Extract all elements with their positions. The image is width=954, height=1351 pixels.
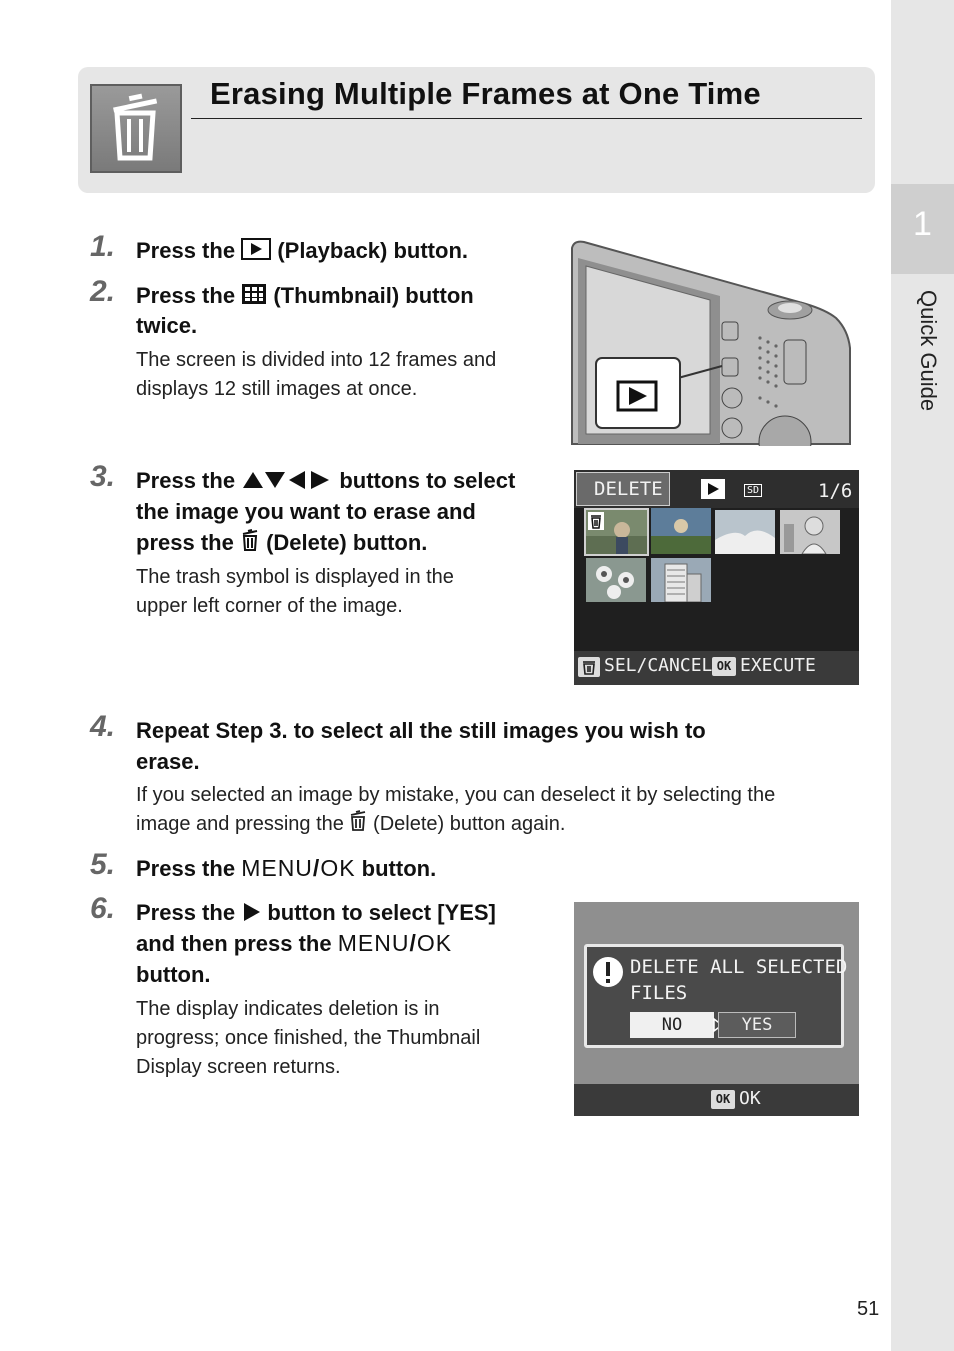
step-3-title-line2: the image you want to erase and <box>136 499 476 524</box>
step-number-5: 5. <box>90 848 116 881</box>
step-number-2: 2. <box>90 275 116 308</box>
page-number: 51 <box>857 1298 880 1320</box>
confirm-screen <box>574 902 859 1116</box>
arrow-buttons-icon <box>241 470 333 490</box>
menu-ok-button-label: MENU/OK <box>337 930 453 956</box>
step-number-3: 3. <box>90 460 116 493</box>
ok-key-icon: OK <box>711 1090 735 1109</box>
trash-icon <box>90 84 182 173</box>
thumbnail[interactable] <box>586 558 646 602</box>
step-2-title-line2: twice. <box>136 313 198 338</box>
step-6-title: Press the button to select [YES] <box>136 900 496 925</box>
thumbnail[interactable] <box>651 558 711 602</box>
playback-icon <box>700 478 726 500</box>
thumbnail-icon <box>241 283 267 305</box>
right-arrow-icon <box>241 902 261 922</box>
step-6-body-1: The display indicates deletion is in <box>136 998 440 1020</box>
page-title: Erasing Multiple Frames at One Time <box>210 76 761 111</box>
confirm-message-line2: FILES <box>630 982 688 1004</box>
step-3-body-1: The trash symbol is displayed in the <box>136 566 454 588</box>
step-6-title-line3: button. <box>136 962 211 987</box>
step-5-title: Press the MENU/OK button. <box>136 855 437 881</box>
delete-mode-label: DELETE <box>594 478 663 500</box>
step-3-body-2: upper left corner of the image. <box>136 595 403 617</box>
menu-ok-button-label: MENU/OK <box>241 855 356 881</box>
no-button[interactable]: NO <box>630 1012 714 1038</box>
sel-cancel-label: SEL/CANCEL <box>604 655 713 676</box>
step-3-title-line3: press the (Delete) button. <box>136 530 428 555</box>
step-number-4: 4. <box>90 710 116 743</box>
thumbnail[interactable] <box>780 510 840 554</box>
ok-label: OK <box>739 1088 761 1109</box>
step-3-title: Press the buttons to select <box>136 468 516 493</box>
title-rule <box>191 118 862 119</box>
step-6-body-3: Display screen returns. <box>136 1056 341 1078</box>
step-4-body-2: image and pressing the (Delete) button again. <box>136 810 565 839</box>
step-2-body-1: The screen is divided into 12 frames and <box>136 349 497 371</box>
step-number-1: 1. <box>90 230 116 263</box>
chapter-number: 1 <box>913 205 932 243</box>
step-number-6: 6. <box>90 892 116 925</box>
step-4-title: Repeat Step 3. to select all the still images you wish to <box>136 718 706 743</box>
yes-button[interactable]: YES <box>718 1012 796 1038</box>
execute-label: EXECUTE <box>740 655 816 676</box>
warning-icon <box>592 956 624 988</box>
camera-illustration <box>570 238 852 446</box>
trash-icon <box>588 512 604 530</box>
trash-icon <box>349 810 367 832</box>
thumbnail[interactable] <box>651 508 711 554</box>
sd-card-badge: SD <box>744 484 762 497</box>
step-4-title-line2: erase. <box>136 749 200 774</box>
side-tab-label: Quick Guide <box>916 290 941 412</box>
trash-icon <box>578 657 600 677</box>
step-6-body-2: progress; once finished, the Thumbnail <box>136 1027 481 1049</box>
thumbnail[interactable] <box>715 510 775 554</box>
thumbnail-selected[interactable] <box>584 508 649 556</box>
frame-count: 1/6 <box>818 480 853 502</box>
delete-screen <box>574 470 859 685</box>
playback-icon <box>241 238 271 260</box>
step-4-body-1: If you selected an image by mistake, you can deselect it by selecting the <box>136 784 776 806</box>
confirm-message-line1: DELETE ALL SELECTED <box>630 956 848 978</box>
step-2-title: Press the (Thumbnail) button <box>136 283 474 308</box>
trash-icon <box>240 528 260 552</box>
ok-key-icon: OK <box>712 657 736 676</box>
step-1-title: Press the (Playback) button. <box>136 238 468 263</box>
step-2-body-2: displays 12 still images at once. <box>136 378 418 400</box>
step-6-title-line2: and then press the MENU/OK <box>136 930 453 956</box>
